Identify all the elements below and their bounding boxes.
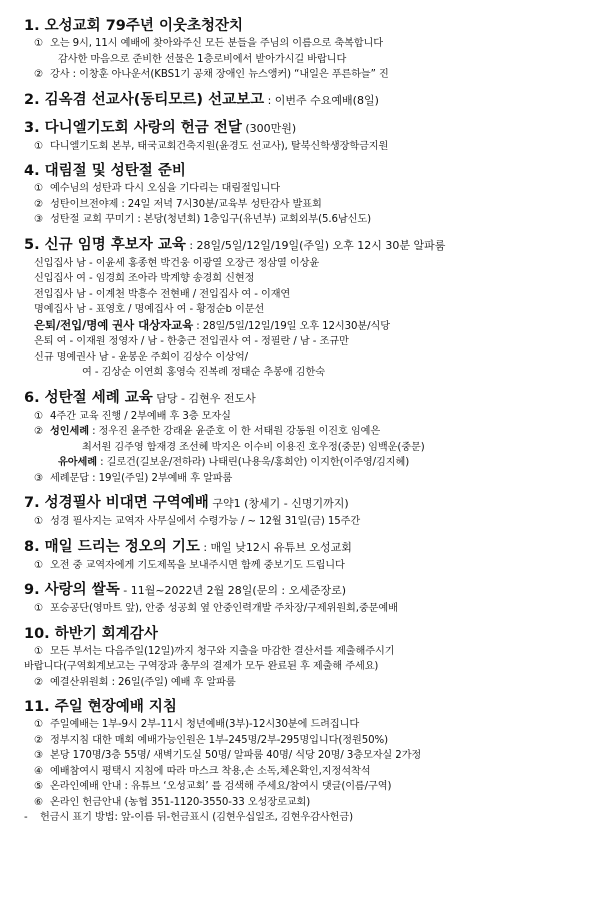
list-item: 신입집사 남 - 이윤세 홍종현 박건웅 이광열 오장근 정삼열 이상윤 xyxy=(34,257,320,269)
list-item: 최서원 김주영 함재경 조선혜 박지은 이수비 이용진 호우정(중문) 임백운(중문) xyxy=(82,441,425,453)
section-noon-prayer xyxy=(24,537,580,574)
list-item: 감사한 마음으로 준비한 선물은 1층로비에서 받아가시길 바랍니다 xyxy=(58,53,347,65)
list-item: ④ 예배참여시 평택시 지침에 따라 마스크 착용,손 소독,체온확인,지정석착석 xyxy=(34,765,371,777)
section-mission-report xyxy=(24,90,580,111)
section-title: 6. 성탄절 세례 교육 담당 - 김현우 전도사 xyxy=(24,389,256,406)
list-item: ③ 본당 170명/3층 55명/ 새벽기도실 50명/ 알파룸 40명/ 식당 20명/ 3층모자실 2가정 xyxy=(34,750,422,761)
list-item: ② 강사 : 이창훈 아나운서(KBS1기 공채 장애인 뉴스앵커) “내일은 푸른하늘” 진 xyxy=(34,69,389,80)
section-audit xyxy=(24,624,580,691)
section-title: 9. 사랑의 쌀독 - 11월~2022년 2월 28일(문의 : 오세준장로) xyxy=(24,582,347,598)
section-title: 7. 성경필사 비대면 구역예배 구약1 (창세기 - 신명기까지) xyxy=(24,495,349,511)
list-item: ② 성인세례 : 정우진 윤주한 강래윤 윤준호 이 한 서태원 강동원 이진호 임예은 xyxy=(34,426,381,437)
list-item: ① 다니엘기도회 본부, 태국교회건축지원(윤경도 선교사), 탈북신학생장학금지원 xyxy=(34,140,389,152)
list-item: ⑤ 온라인예배 안내 : 유튜브 ‘오성교회’ 를 검색해 주세요/참여시 댓글(이름/구역) xyxy=(34,781,392,792)
list-item: ① 모든 부서는 다음주일(12일)까지 청구와 지출을 마감한 결산서를 제출해주시기 xyxy=(34,645,395,657)
list-item: ② 성탄이브전야제 : 24일 저녁 7시30분/교육부 성탄감사 발표회 xyxy=(34,198,322,210)
list-item: ① 오는 9시, 11시 예배에 찾아와주신 모든 분들을 주님의 이름으로 축복합니다 xyxy=(34,38,384,49)
list-item: - 헌금시 표기 방법: 앞-이름 뒤-헌금표시 (김현우십일조, 김현우감사헌금) xyxy=(24,812,353,823)
list-item: ② 정부지침 대한 매회 예배가능인원은 1부-245명/2부-295명입니다(정원50%) xyxy=(34,734,388,746)
section-title: 3. 다니엘기도회 사랑의 헌금 전달 (300만원) xyxy=(24,119,297,136)
section-title: 10. 하반기 회계감사 xyxy=(24,625,158,642)
subheading: 은퇴/전입/명예 권사 대상자교육 : 28일/5일/12일/19일 오후 12시30분/식당 xyxy=(34,317,390,332)
list-item: ② 예결산위원회 : 26일(주일) 예배 후 알파룸 xyxy=(34,676,236,688)
section-rice-jar xyxy=(24,580,580,617)
list-item: 바랍니다(구역회계보고는 구역장과 총무의 결제가 모두 완료된 후 제출해 주세요) xyxy=(24,661,379,672)
list-item: ③ 세례문답 : 19일(주일) 2부예배 후 알파룸 xyxy=(34,472,233,484)
list-item: 신규 명예권사 남 - 윤봉운 주희이 김상수 이상억/ xyxy=(34,351,248,363)
list-item: ① 예수님의 성탄과 다시 오심을 기다리는 대림절입니다 xyxy=(34,183,280,194)
section-title: 11. 주일 현장예배 지침 xyxy=(24,699,177,715)
list-item: 유아세례 : 길로건(길보운/전하라) 나태린(나용욱/홍희안) 이지한(이주영/김지혜) xyxy=(58,457,410,468)
section-baptism xyxy=(24,388,580,487)
list-item: ③ 성탄절 교회 꾸미기 : 본당(청년회) 1층입구(유년부) 교회외부(5.6남신도) xyxy=(34,214,371,225)
section-title: 5. 신규 임명 후보자 교육 : 28일/5일/12일/19일(주일) 오후 12시 30분 알파룸 xyxy=(24,236,446,253)
list-item: ⑥ 온라인 헌금안내 (농협 351-1120-3550-33 오성장로교회) xyxy=(34,796,311,808)
list-item: 은퇴 여 - 이재원 정영자 / 남 - 한충근 전입권사 여 - 정필란 / 남 - 조규만 xyxy=(34,336,349,347)
bulletin-page xyxy=(24,14,580,826)
section-title: 4. 대림절 및 성탄절 준비 xyxy=(24,163,186,179)
section-advent xyxy=(24,161,580,228)
section-worship-guidelines xyxy=(24,697,580,826)
section-title: 8. 매일 드리는 정오의 기도 : 매일 낮12시 유튜브 오성교회 xyxy=(24,538,352,555)
list-item: ① 4주간 교육 진행 / 2부예배 후 3층 모자실 xyxy=(34,410,231,422)
list-item: ① 오전 중 교역자에게 기도제목을 보내주시면 함께 중보기도 드립니다 xyxy=(34,559,345,571)
section-title: 2. 김옥겸 선교사(동티모르) 선교보고 : 이번주 수요예배(8일) xyxy=(24,91,379,108)
list-item: 신입집사 여 - 임경희 조아라 박계향 송경희 신현정 xyxy=(34,273,255,284)
list-item: ① 주일예배는 1부-9시 2부-11시 청년예배(3부)-12시30분에 드려집니다 xyxy=(34,719,360,730)
list-item: ① 성경 필사지는 교역자 사무실에서 수령가능 / ~ 12월 31일(금) 15주간 xyxy=(34,516,361,527)
list-item: 여 - 김상순 이연희 홍영숙 진복례 정태순 추봉애 김한숙 xyxy=(82,367,325,378)
section-daniel-prayer xyxy=(24,118,580,155)
list-item: ① 포승공단(영마트 앞), 안중 성공회 옆 안중인력개발 주차장/구제위원회,중문예배 xyxy=(34,603,398,614)
section-title: 1. 오성교회 79주년 이웃초청잔치 xyxy=(24,18,244,34)
list-item: 전입집사 남 - 이계천 박흥수 전현배 / 전입집사 여 - 이재연 xyxy=(34,288,291,300)
section-anniversary xyxy=(24,16,580,83)
section-new-appointees xyxy=(24,235,580,381)
section-bible-copy xyxy=(24,493,580,530)
list-item: 명예집사 남 - 표영호 / 명예집사 여 - 황정순b 이문선 xyxy=(34,304,265,315)
